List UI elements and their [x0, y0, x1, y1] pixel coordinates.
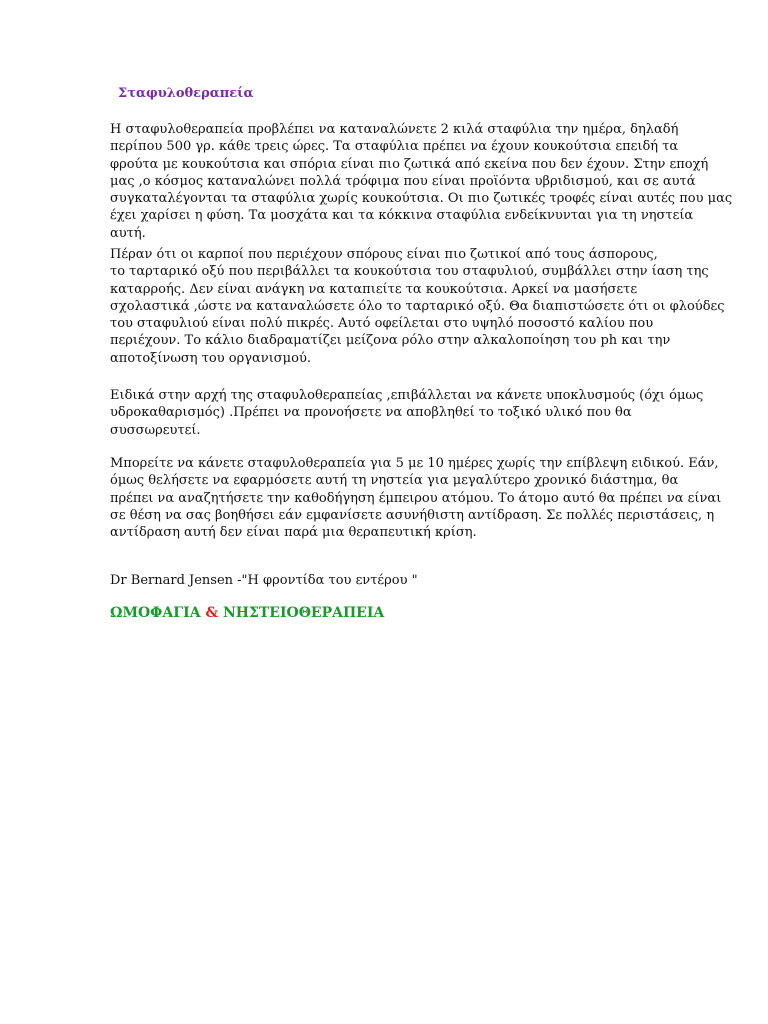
paragraph-line: αποτοξίνωση του οργανισμού.	[110, 350, 311, 366]
paragraph-line: μας ,ο κόσμος καταναλώνει πολλά τρόφιμα που είναι προϊόντα υβριδισμού, και σε αυτά	[110, 173, 696, 189]
paragraph-line: συσσωρευτεί.	[110, 422, 201, 438]
paragraph-line: το ταρταρικό οξύ που περιβάλλει τα κουκούτσια του σταφυλιού, συμβάλλει στην ίαση της	[110, 264, 709, 280]
paragraph-line: αυτή.	[110, 225, 146, 241]
paragraph-4	[110, 455, 722, 541]
paragraph-line: έχει χαρίσει η φύση. Τα μοσχάτα και τα κόκκινα σταφύλια ενδείκνυνται για τη νηστεία	[110, 208, 694, 224]
paragraph-3	[110, 387, 704, 439]
paragraph-line: Η σταφυλοθεραπεία προβλέπει να καταναλώνετε 2 κιλά σταφύλια την ημέρα, δηλαδή	[110, 122, 679, 137]
paragraph-line: αντίδραση αυτή δεν είναι παρά μια θεραπευτική κρίση.	[110, 525, 477, 541]
paragraph-2	[110, 246, 725, 367]
footer-right-word: ΝΗΣΤΕΙΟΘΕΡΑΠΕΙΑ	[222, 605, 385, 621]
author-citation: Dr Bernard Jensen -"Η φροντίδα του εντέρου "	[110, 573, 418, 588]
paragraph-line: περιέχουν. Το κάλιο διαδραματίζει μείζονα ρόλο στην αλκαλοποίηση του ph και την	[110, 333, 671, 349]
document-title: Σταφυλοθεραπεία	[118, 86, 254, 101]
footer-left-word: ΩΜΟΦΑΓΙΑ	[110, 605, 201, 621]
paragraph-line: περίπου 500 γρ. κάθε τρεις ώρες. Τα σταφύλια πρέπει να έχουν κουκούτσια επειδή τα	[110, 139, 679, 155]
paragraph-line: καταρροής. Δεν είναι ανάγκη να καταπιείτε τα κουκούτσια. Αρκεί να μασήσετε	[110, 281, 638, 297]
paragraph-line: σχολαστικά ,ώστε να καταναλώσετε όλο το ταρταρικό οξύ. Θα διαπιστώσετε ότι οι φλούδες	[110, 298, 725, 314]
paragraph-1	[110, 121, 733, 242]
footer-banner	[110, 605, 384, 621]
paragraph-line: σε θέση να σας βοηθήσει εάν εμφανίσετε ασυνήθιστη αντίδραση. Σε πολλές περιστάσεις, η	[110, 507, 715, 523]
paragraph-line: του σταφυλιού είναι πολύ πικρές. Αυτό οφείλεται στο υψηλό ποσοστό καλίου που	[110, 316, 654, 332]
paragraph-line: συγκαταλέγονται τα σταφύλια χωρίς κουκούτσια. Οι πιο ζωτικές τροφές είναι αυτές που μας	[110, 191, 733, 207]
paragraph-line: Πέραν ότι οι καρποί που περιέχουν σπόρους είναι πιο ζωτικοί από τους άσπορους,	[110, 247, 658, 262]
paragraph-line: Μπορείτε να κάνετε σταφυλοθεραπεία για 5 με 10 ημέρες χωρίς την επίβλεψη ειδικού. Εάν,	[110, 456, 719, 471]
paragraph-line: υδροκαθαρισμός) .Πρέπει να προνοήσετε να αποβληθεί το τοξικό υλικό που θα	[110, 405, 632, 421]
paragraph-line: Ειδικά στην αρχή της σταφυλοθεραπείας ,επιβάλλεται να κάνετε υποκλυσμούς (όχι όμως	[110, 388, 704, 403]
paragraph-line: όμως θελήσετε να εφαρμόσετε αυτή τη νηστεία για μεγαλύτερο χρονικό διάστημα, θα	[110, 473, 679, 489]
footer-ampersand: &	[205, 605, 219, 621]
paragraph-line: πρέπει να αναζητήσετε την καθοδήγηση έμπειρου ατόμου. Το άτομο αυτό θα πρέπει να είναι	[110, 490, 722, 506]
paragraph-line: φρούτα με κουκούτσια και σπόρια είναι πιο ζωτικά από εκείνα που δεν έχουν. Στην εποχή	[110, 156, 709, 172]
